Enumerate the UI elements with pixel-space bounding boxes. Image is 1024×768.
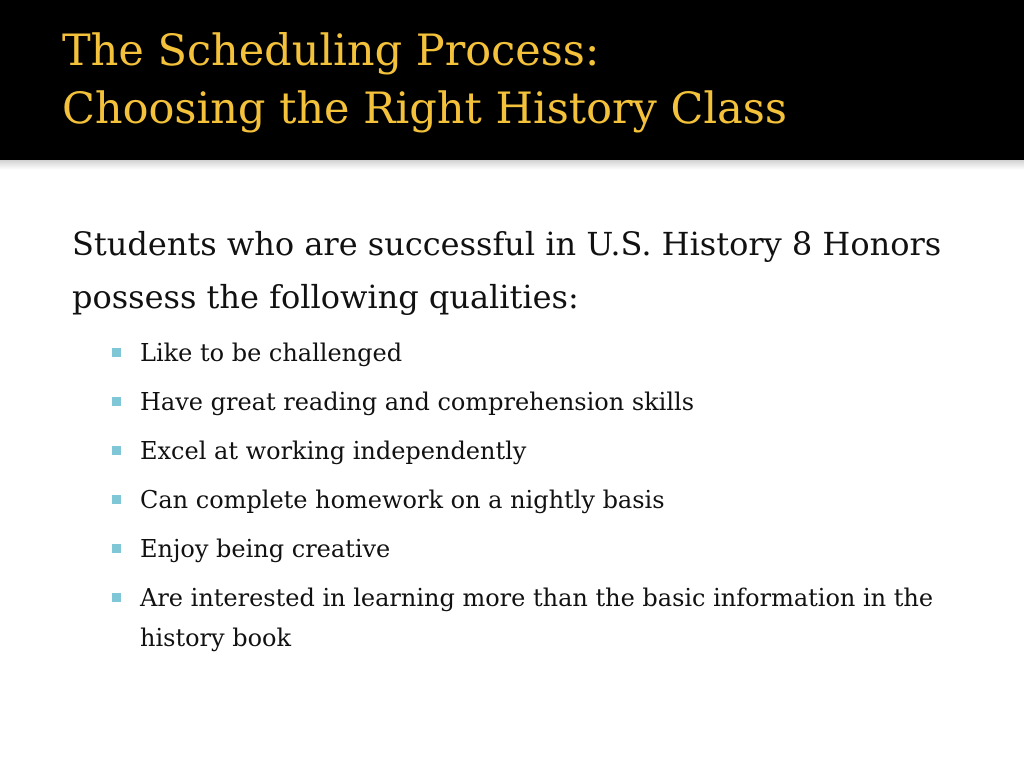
square-bullet-icon <box>112 495 121 504</box>
qualities-list <box>140 333 980 667</box>
list-item <box>140 431 980 471</box>
list-item <box>140 529 980 569</box>
list-item-text: Excel at working independently <box>140 437 527 465</box>
title-divider <box>0 160 1024 170</box>
square-bullet-icon <box>112 348 121 357</box>
list-item-text: Like to be challenged <box>140 339 403 367</box>
list-item <box>140 382 980 422</box>
list-item-text: Are interested in learning more than the basic information in the history book <box>140 584 934 652</box>
title-bar <box>0 0 1024 160</box>
square-bullet-icon <box>112 397 121 406</box>
list-item-text: Have great reading and comprehension skills <box>140 388 695 416</box>
slide-title <box>62 22 1002 138</box>
list-item <box>140 480 980 520</box>
square-bullet-icon <box>112 446 121 455</box>
slide-title-line-1: The Scheduling Process: <box>62 26 600 76</box>
list-item-text: Can complete homework on a nightly basis <box>140 486 665 514</box>
square-bullet-icon <box>112 593 121 602</box>
list-item-text: Enjoy being creative <box>140 535 391 563</box>
list-item <box>140 578 980 658</box>
intro-text: Students who are successful in U.S. History 8 Honors possess the following qualities: <box>72 225 942 316</box>
slide-title-line-2: Choosing the Right History Class <box>62 84 787 134</box>
list-item <box>140 333 980 373</box>
square-bullet-icon <box>112 544 121 553</box>
